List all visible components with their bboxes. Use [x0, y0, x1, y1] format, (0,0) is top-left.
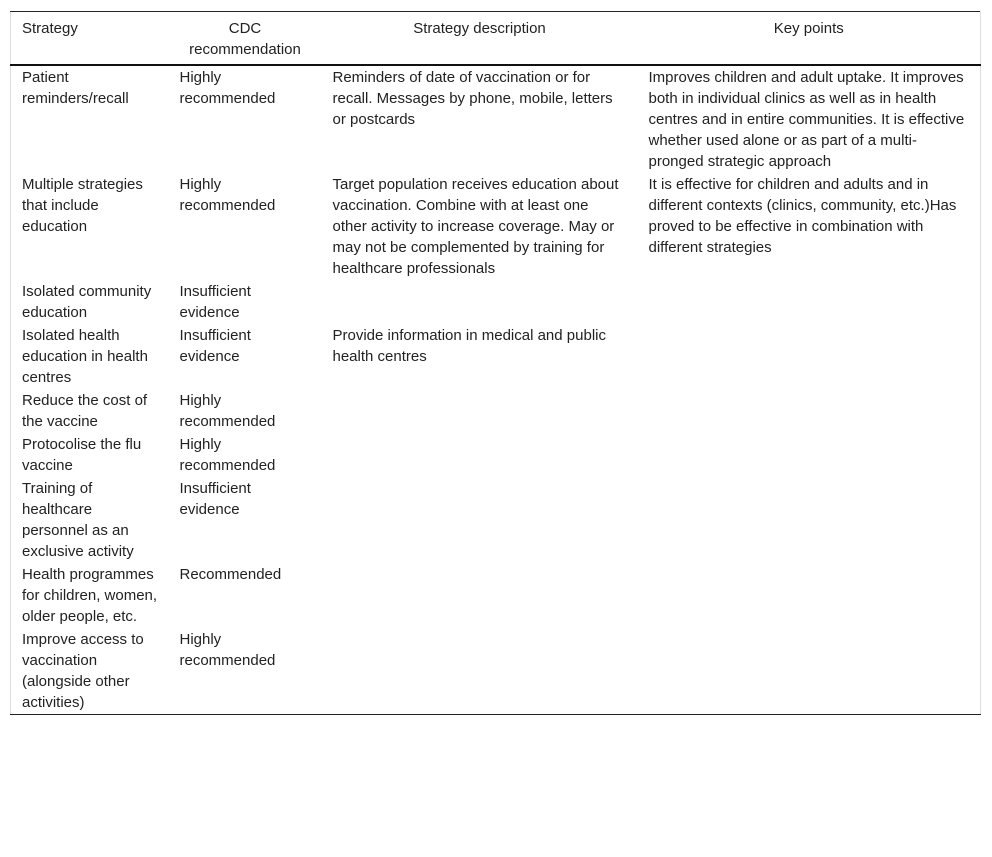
description-cell: Provide information in medical and public health centres	[332, 327, 606, 365]
key-points-cell: It is effective for children and adults and in different contexts (clinics, community, etc.)Has proved to be effective in combination with different strategies	[648, 176, 957, 256]
cdc-recommendation-cell: Highly recommended	[179, 392, 276, 430]
table-row	[11, 389, 981, 433]
strategy-cell: Isolated health education in health centres	[22, 327, 148, 386]
description-cell	[322, 563, 638, 628]
strategy-cell: Health programmes for children, women, older people, etc.	[22, 566, 158, 625]
table-row	[11, 280, 981, 324]
cdc-recommendation-cell: Highly recommended	[179, 69, 276, 107]
cdc-recommendation-cell: Highly recommended	[179, 631, 276, 669]
strategy-cell: Improve access to vaccination (alongside other activities)	[22, 631, 144, 711]
header-cdc-recommendation: CDC recommendation	[169, 12, 322, 66]
key-points-cell	[638, 280, 981, 324]
table-row	[11, 173, 981, 280]
cdc-recommendation-cell: Insufficient evidence	[179, 283, 251, 321]
description-cell	[322, 433, 638, 477]
strategy-cell: Reduce the cost of the vaccine	[22, 392, 148, 430]
strategy-cell: Isolated community education	[22, 283, 152, 321]
description-cell	[322, 628, 638, 715]
strategy-cell: Patient reminders/recall	[22, 69, 129, 107]
cdc-recommendation-cell: Highly recommended	[179, 176, 276, 214]
strategy-cell: Protocolise the flu vaccine	[22, 436, 142, 474]
table-row	[11, 324, 981, 389]
description-cell	[322, 280, 638, 324]
header-key-points: Key points	[638, 12, 981, 66]
description-cell: Reminders of date of vaccination or for recall. Messages by phone, mobile, letters or postcards	[332, 69, 613, 128]
table-row	[11, 65, 981, 173]
key-points-cell	[638, 389, 981, 433]
header-strategy: Strategy	[11, 12, 169, 66]
table-row	[11, 477, 981, 563]
header-strategy-description: Strategy description	[322, 12, 638, 66]
cdc-recommendation-cell: Insufficient evidence	[179, 327, 251, 365]
description-cell: Target population receives education about vaccination. Combine with at least one other activity to increase coverage. May or may not be complemented by training for healthcare professionals	[332, 176, 619, 277]
key-points-cell	[638, 628, 981, 715]
strategy-cell: Training of healthcare personnel as an exclusive activity	[22, 480, 134, 560]
table-row	[11, 563, 981, 628]
key-points-cell	[638, 324, 981, 389]
key-points-cell: Improves children and adult uptake. It improves both in individual clinics as well as in health centres and in entire communities. It is effective whether used alone or as part of a multi-pronged strategic approach	[648, 69, 965, 170]
cdc-recommendation-cell: Insufficient evidence	[179, 480, 251, 518]
key-points-cell	[638, 563, 981, 628]
key-points-cell	[638, 477, 981, 563]
table-row	[11, 628, 981, 715]
header-row	[11, 12, 981, 66]
key-points-cell	[638, 433, 981, 477]
description-cell	[322, 389, 638, 433]
table-row	[11, 433, 981, 477]
strategy-cell: Multiple strategies that include education	[22, 176, 143, 235]
description-cell	[322, 477, 638, 563]
cdc-recommendation-cell: Highly recommended	[179, 436, 276, 474]
cdc-recommendation-cell: Recommended	[179, 566, 282, 583]
strategies-table	[10, 11, 981, 715]
